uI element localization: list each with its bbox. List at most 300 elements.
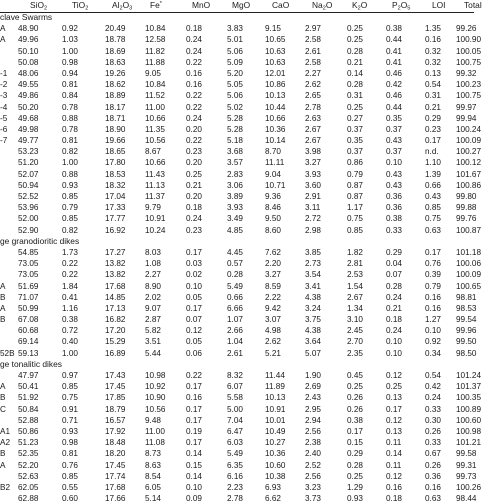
- table-cell: 0.66: [227, 292, 243, 302]
- table-cell: 48.90: [18, 24, 39, 34]
- table-cell: 100.23: [456, 80, 482, 90]
- table-cell: 0.37: [347, 124, 363, 134]
- table-cell: 3.51: [145, 337, 161, 347]
- table-cell: 10.56: [145, 404, 166, 414]
- table-cell: 0.18: [186, 24, 202, 34]
- table-cell: 99.31: [456, 460, 477, 470]
- table-cell: 0.43: [425, 192, 441, 201]
- table-cell: 0.22: [186, 371, 202, 380]
- table-cell: 99.50: [456, 337, 477, 347]
- table-row: [0, 157, 482, 168]
- table-cell: 2.27: [305, 68, 321, 78]
- table-cell: 0.75: [62, 393, 78, 403]
- table-cell: 0.17: [186, 303, 202, 313]
- table-cell: 49.96: [18, 35, 39, 45]
- table-cell: 0.27: [347, 113, 363, 123]
- table-cell: 3.93: [305, 169, 321, 179]
- table-cell: 0.28: [386, 281, 402, 291]
- table-cell: 9.15: [265, 24, 281, 34]
- table-cell: 0.21: [347, 57, 363, 67]
- table-cell: 6.16: [227, 471, 243, 481]
- table-cell: 0.60: [62, 494, 78, 504]
- table-cell: 0.10: [186, 482, 202, 492]
- table-cell: 17.43: [105, 371, 126, 380]
- table-cell: 10.13: [265, 393, 286, 403]
- table-cell: 0.04: [386, 259, 402, 269]
- table-cell: 18.20: [105, 449, 126, 459]
- table-cell: 0.54: [425, 371, 441, 380]
- table-cell: 0.46: [386, 68, 402, 78]
- table-row: [0, 269, 482, 280]
- table-cell: 18.90: [105, 124, 126, 134]
- table-cell: 0.17: [425, 136, 441, 146]
- table-cell: 5.49: [227, 449, 243, 459]
- table-cell: 2.97: [305, 24, 321, 34]
- table-cell: 0.75: [425, 214, 441, 224]
- table-cell: 2.61: [305, 46, 321, 56]
- table-cell: 1.00: [62, 158, 78, 168]
- table-cell: 0.98: [62, 438, 78, 448]
- table-cell: 0.76: [425, 259, 441, 269]
- table-cell: 8.60: [265, 225, 281, 235]
- table-cell: 98.81: [456, 292, 477, 302]
- table-cell: 0.17: [186, 247, 202, 257]
- column-header: $Al_2O_3$: [112, 0, 133, 12]
- table-cell: 0.34: [425, 348, 441, 358]
- column-header: CaO: [272, 0, 290, 10]
- table-cell: 0.44: [386, 35, 402, 45]
- table-cell: 3.11: [305, 203, 321, 213]
- table-cell: 17.20: [105, 326, 126, 336]
- table-cell: 101.37: [456, 382, 482, 392]
- table-cell: 0.54: [425, 80, 441, 90]
- table-cell: 100.75: [456, 57, 482, 67]
- table-cell: 3.75: [305, 315, 321, 325]
- table-cell: 51.69: [18, 281, 39, 291]
- table-cell: 0.33: [425, 438, 441, 448]
- table-cell: 2.38: [305, 438, 321, 448]
- table-cell: 0.24: [386, 326, 402, 336]
- table-cell: 0.09: [186, 494, 202, 504]
- table-row: [0, 437, 482, 448]
- table-cell: 0.75: [347, 214, 363, 224]
- table-cell: 0.87: [347, 192, 363, 201]
- table-cell: 17.13: [105, 303, 126, 313]
- table-cell: 99.32: [456, 68, 477, 78]
- table-cell: 4.45: [227, 247, 243, 257]
- table-cell: 0.21: [425, 102, 441, 112]
- table-cell: 18.71: [105, 113, 126, 123]
- table-cell: 10.60: [265, 460, 286, 470]
- table-cell: 3.24: [305, 303, 321, 313]
- table-header: [0, 0, 482, 12]
- table-cell: 17.66: [105, 494, 126, 504]
- table-cell: 100.35: [456, 393, 482, 403]
- table-cell: 9.05: [145, 68, 161, 78]
- table-cell: 0.10: [386, 348, 402, 358]
- table-cell: 0.12: [386, 371, 402, 380]
- table-cell: 8.63: [145, 460, 161, 470]
- table-cell: 10.63: [265, 57, 286, 67]
- table-cell: 0.10: [386, 158, 402, 168]
- table-cell: 3.60: [305, 180, 321, 190]
- table-cell: 2.56: [305, 426, 321, 436]
- table-cell: 52.35: [18, 449, 39, 459]
- table-cell: 0.25: [347, 102, 363, 112]
- table-cell: 0.41: [62, 292, 78, 302]
- table-cell: 10.84: [145, 80, 166, 90]
- table-cell: 12.58: [145, 35, 166, 45]
- table-cell: 0.39: [425, 270, 441, 280]
- table-cell: 3.68: [227, 147, 243, 157]
- table-cell: 2.20: [265, 259, 281, 269]
- sample-label: 52B: [0, 348, 15, 358]
- table-cell: 53.23: [18, 147, 39, 157]
- table-cell: 10.66: [145, 113, 166, 123]
- table-cell: 6.93: [265, 482, 281, 492]
- table-cell: 100.75: [456, 91, 482, 101]
- table-cell: 0.82: [62, 225, 78, 235]
- table-cell: 5.14: [145, 494, 161, 504]
- table-cell: 99.96: [456, 326, 477, 336]
- table-cell: 2.40: [305, 449, 321, 459]
- table-cell: 11.89: [265, 382, 285, 392]
- table-cell: 0.85: [62, 382, 78, 392]
- table-cell: 0.12: [186, 326, 202, 336]
- table-row: [0, 113, 477, 124]
- table-cell: 10.44: [265, 102, 286, 112]
- table-cell: 2.62: [265, 337, 281, 347]
- table-cell: 10.36: [265, 124, 286, 134]
- table-cell: 0.30: [425, 415, 441, 425]
- table-cell: 2.78: [227, 494, 243, 504]
- table-cell: 0.42: [386, 80, 402, 90]
- table-cell: 1.16: [62, 303, 78, 313]
- table-cell: 0.18: [186, 203, 202, 213]
- column-header: $Na_2O$: [312, 0, 333, 12]
- table-cell: 0.33: [386, 225, 402, 235]
- table-row: [0, 303, 477, 314]
- table-cell: 0.18: [386, 315, 402, 325]
- table-cell: 0.28: [227, 270, 243, 280]
- table-cell: 0.17: [347, 426, 363, 436]
- table-cell: 0.79: [62, 203, 78, 213]
- table-cell: 0.23: [186, 147, 202, 157]
- table-cell: 0.24: [186, 214, 202, 224]
- table-cell: 18.78: [105, 35, 126, 45]
- table-cell: 11.37: [145, 192, 165, 201]
- table-cell: 0.17: [186, 382, 202, 392]
- table-cell: 52.07: [18, 169, 39, 179]
- table-cell: 100.60: [456, 415, 482, 425]
- table-cell: 2.62: [305, 80, 321, 90]
- table-cell: 99.88: [456, 203, 477, 213]
- table-cell: 0.16: [425, 303, 441, 313]
- table-cell: 0.41: [386, 57, 402, 67]
- table-cell: 0.67: [425, 449, 441, 459]
- table-row: [0, 23, 477, 34]
- table-cell: 9.36: [265, 192, 281, 201]
- table-cell: 6.62: [265, 494, 281, 504]
- table-row: [0, 448, 477, 459]
- column-header: $P_2O_5$: [392, 0, 411, 12]
- table-cell: 10.90: [145, 393, 166, 403]
- table-cell: 1.34: [347, 303, 363, 313]
- section-title: ge tonalitic dikes: [0, 358, 62, 369]
- table-cell: 3.23: [305, 482, 321, 492]
- table-cell: 5.01: [227, 35, 243, 45]
- table-cell: 0.22: [186, 136, 202, 146]
- table-row: [0, 426, 482, 437]
- table-cell: 51.23: [18, 438, 39, 448]
- table-row: [0, 79, 482, 90]
- table-cell: 73.05: [18, 259, 39, 269]
- table-cell: 3.07: [265, 315, 281, 325]
- table-cell: 2.45: [347, 326, 363, 336]
- table-cell: 4.38: [305, 326, 321, 336]
- table-cell: 100.65: [456, 281, 482, 291]
- table-cell: 17.74: [105, 471, 126, 481]
- table-cell: 2.98: [305, 225, 321, 235]
- table-cell: 0.87: [347, 180, 363, 190]
- table-cell: 101.24: [456, 371, 482, 380]
- table-cell: 6.47: [227, 426, 243, 436]
- table-cell: 0.85: [347, 225, 363, 235]
- column-header: MnO: [192, 0, 211, 10]
- table-row: [0, 124, 482, 135]
- table-cell: 17.45: [105, 460, 126, 470]
- table-cell: 0.85: [62, 214, 78, 224]
- table-cell: 14.85: [105, 292, 126, 302]
- table-cell: 0.88: [62, 169, 78, 179]
- table-cell: 0.81: [62, 80, 78, 90]
- table-row: [0, 102, 477, 113]
- table-cell: 0.97: [62, 371, 78, 380]
- table-cell: 2.58: [305, 35, 321, 45]
- table-cell: 0.43: [386, 169, 402, 179]
- table-cell: 17.04: [105, 192, 126, 201]
- table-cell: 2.27: [145, 270, 161, 280]
- table-cell: 0.37: [386, 147, 402, 157]
- table-cell: 0.29: [425, 113, 441, 123]
- table-cell: 1.35: [425, 24, 441, 34]
- table-row: [0, 169, 482, 180]
- table-cell: 99.80: [456, 192, 477, 201]
- table-cell: 0.66: [425, 180, 441, 190]
- table-cell: 0.29: [347, 449, 363, 459]
- sample-label: -6: [0, 124, 8, 134]
- table-cell: 0.16: [425, 35, 441, 45]
- table-cell: 0.22: [186, 91, 202, 101]
- table-cell: 98.50: [456, 348, 477, 358]
- table-cell: 10.92: [145, 382, 166, 392]
- table-cell: 0.38: [386, 214, 402, 224]
- table-row: [0, 46, 482, 57]
- table-cell: 0.91: [62, 404, 78, 414]
- table-row: [0, 68, 477, 79]
- table-cell: 0.26: [425, 460, 441, 470]
- table-cell: 0.42: [425, 382, 441, 392]
- table-cell: 0.11: [386, 460, 402, 470]
- table-cell: 8.32: [227, 371, 243, 380]
- table-cell: 9.42: [265, 303, 281, 313]
- sample-label: B: [0, 315, 6, 325]
- table-cell: 3.93: [227, 203, 243, 213]
- table-cell: 2.91: [305, 192, 321, 201]
- table-cell: 1.07: [227, 315, 243, 325]
- column-header: MgO: [232, 0, 251, 10]
- table-cell: 0.22: [186, 57, 202, 67]
- table-cell: 50.86: [18, 426, 39, 436]
- table-cell: 18.62: [105, 80, 126, 90]
- table-cell: 0.13: [386, 393, 402, 403]
- table-cell: 100.12: [456, 158, 482, 168]
- table-cell: 4.98: [265, 326, 281, 336]
- table-cell: 0.22: [62, 270, 78, 280]
- table-cell: 0.44: [386, 102, 402, 112]
- table-cell: 0.14: [347, 68, 363, 78]
- table-cell: 18.69: [105, 46, 126, 56]
- table-cell: 0.31: [425, 91, 441, 101]
- table-cell: 0.21: [186, 180, 202, 190]
- table-cell: 10.27: [265, 438, 286, 448]
- table-cell: 100.05: [456, 46, 482, 56]
- table-cell: 11.13: [145, 180, 165, 190]
- table-cell: 2.72: [305, 214, 321, 224]
- table-cell: 0.24: [425, 393, 441, 403]
- table-cell: 0.16: [425, 292, 441, 302]
- table-cell: 10.38: [265, 471, 286, 481]
- table-cell: 4.38: [305, 292, 321, 302]
- table-cell: 54.85: [18, 247, 39, 257]
- sample-label: C: [0, 404, 6, 414]
- table-cell: 0.23: [425, 124, 441, 134]
- table-cell: 0.98: [62, 57, 78, 67]
- table-cell: 100.27: [456, 147, 482, 157]
- table-cell: 0.07: [186, 315, 202, 325]
- table-cell: 9.48: [145, 415, 161, 425]
- table-cell: 0.84: [62, 91, 78, 101]
- table-cell: 1.29: [347, 482, 363, 492]
- table-cell: 0.14: [386, 449, 402, 459]
- sample-label: B: [0, 292, 6, 302]
- table-cell: 49.55: [18, 80, 39, 90]
- table-cell: 50.08: [18, 57, 39, 67]
- table-cell: 17.68: [105, 281, 126, 291]
- sample-label: A: [0, 24, 6, 34]
- table-cell: 3.57: [227, 158, 243, 168]
- table-row: [0, 135, 482, 146]
- table-row: [0, 258, 482, 269]
- table-cell: 10.66: [145, 158, 166, 168]
- table-cell: 3.49: [227, 214, 243, 224]
- table-cell: 0.93: [62, 426, 78, 436]
- section-title: ge granodioritic dikes: [0, 235, 80, 246]
- table-cell: 0.23: [186, 225, 202, 235]
- table-cell: 5.20: [227, 68, 243, 78]
- table-cell: 5.28: [227, 113, 243, 123]
- table-cell: 17.77: [105, 214, 126, 224]
- table-cell: 67.08: [18, 315, 39, 325]
- table-cell: 6.05: [145, 482, 161, 492]
- table-row: [0, 348, 477, 359]
- table-cell: 5.18: [227, 136, 243, 146]
- table-row: [0, 404, 482, 415]
- table-cell: 5.02: [227, 102, 243, 112]
- table-cell: 5.06: [227, 46, 243, 56]
- table-cell: 0.03: [186, 259, 202, 269]
- table-cell: 50.41: [18, 382, 39, 392]
- table-cell: 5.00: [227, 404, 243, 414]
- table-cell: 0.10: [186, 281, 202, 291]
- table-cell: 0.32: [425, 57, 441, 67]
- sample-label: B: [0, 449, 6, 459]
- table-cell: 69.14: [18, 337, 39, 347]
- table-cell: 100.86: [456, 180, 482, 190]
- table-cell: 0.38: [386, 24, 402, 34]
- table-row: [0, 225, 482, 236]
- table-cell: 0.43: [386, 136, 402, 146]
- table-cell: 0.86: [347, 158, 363, 168]
- table-row: [0, 415, 482, 426]
- table-cell: 13.82: [105, 270, 126, 280]
- table-cell: 49.86: [18, 91, 39, 101]
- table-cell: 0.25: [186, 169, 202, 179]
- table-cell: 0.25: [347, 24, 363, 34]
- table-row: [0, 57, 482, 68]
- table-cell: 0.81: [62, 136, 78, 146]
- table-row: [0, 90, 482, 101]
- table-cell: 9.50: [265, 214, 281, 224]
- table-cell: 0.16: [186, 68, 202, 78]
- table-cell: 100.26: [456, 482, 482, 492]
- table-cell: 0.14: [186, 471, 202, 481]
- table-cell: 0.07: [386, 270, 402, 280]
- table-row: [0, 460, 477, 471]
- table-cell: 100.98: [456, 426, 482, 436]
- table-cell: 10.63: [265, 46, 286, 56]
- table-cell: 12.01: [265, 68, 286, 78]
- sample-label: A: [0, 460, 6, 470]
- sample-label: A2: [0, 438, 11, 448]
- table-cell: 18.89: [105, 91, 126, 101]
- table-cell: 100.87: [456, 225, 482, 235]
- table-row: [0, 482, 482, 493]
- table-cell: 99.26: [456, 24, 477, 34]
- table-cell: 3.73: [305, 494, 321, 504]
- table-cell: 0.16: [386, 482, 402, 492]
- table-cell: 10.66: [265, 113, 286, 123]
- column-header: $K_2O$: [352, 0, 368, 12]
- table-cell: 17.45: [105, 382, 126, 392]
- table-cell: 100.09: [456, 136, 482, 146]
- table-cell: 2.23: [227, 482, 243, 492]
- table-cell: 3.83: [227, 24, 243, 34]
- table-cell: 2.78: [305, 102, 321, 112]
- table-cell: 49.68: [18, 113, 39, 123]
- table-cell: 5.82: [145, 326, 161, 336]
- table-cell: 0.93: [62, 180, 78, 190]
- table-cell: 18.17: [105, 102, 126, 112]
- table-cell: 11.00: [145, 102, 165, 112]
- table-cell: 52.63: [18, 471, 39, 481]
- table-cell: 0.25: [347, 382, 363, 392]
- table-cell: 1.00: [62, 348, 78, 358]
- table-cell: 0.92: [62, 24, 78, 34]
- table-cell: 2.67: [305, 124, 321, 134]
- table-cell: 0.35: [386, 113, 402, 123]
- table-cell: 11.35: [145, 124, 165, 134]
